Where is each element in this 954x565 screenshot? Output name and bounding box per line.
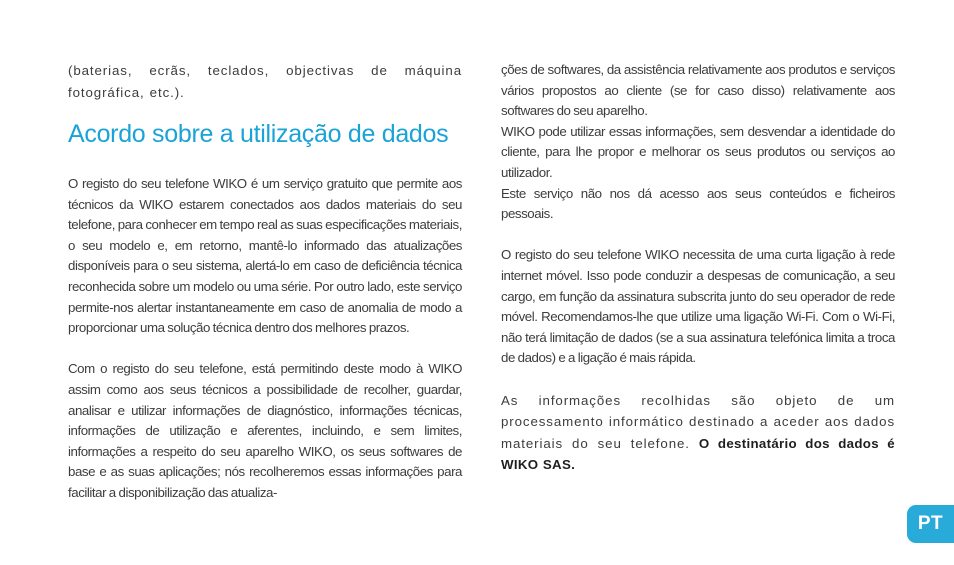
paragraph-gap xyxy=(501,225,895,246)
right-column xyxy=(501,60,895,476)
paragraph-processing xyxy=(501,390,895,476)
paragraph-identity: WIKO pode utilizar essas informações, sem desvendar a identidade do cliente, para lhe propor e melhorar os seus produtos ou serviços ao utilizador. xyxy=(501,123,895,180)
processing-text: As informações recolhidas são objeto de um processamento informático destinado a aceder aos dados materiais do seu telefone. xyxy=(501,392,895,451)
paragraph-gap xyxy=(501,369,895,390)
paragraph-software-updates: ções de softwares, da assistência relativamente aos produtos e serviços vários propostos ao cliente (se for caso disso) relativamente aos softwares do seu aparelho. xyxy=(501,62,895,119)
paragraph-consent: Com o registo do seu telefone, está permitindo deste modo à WIKO assim como aos seus técnicos a possibilidade de recolher, guardar, analisar e utilizar informações de diagnóstico, informações técnicas, informações de utilização e aferentes, incluindo, e sem limites, informações a respeito do seu aparelho WIKO, os seus softwares de base e as suas aplicações; nós recolheremos essas informações para facilitar a disponibilização das atualiza- xyxy=(68,361,462,500)
paragraph-gap xyxy=(68,339,462,360)
language-label: PT xyxy=(917,513,944,534)
section-heading: Acordo sobre a utilização de dados xyxy=(68,120,449,148)
left-column xyxy=(68,60,462,504)
data-recipient-text: O destinatário dos dados é WIKO SAS. xyxy=(501,435,895,472)
paragraph-no-access: Este serviço não nos dá acesso aos seus conteúdos e ficheiros pessoais. xyxy=(501,185,895,222)
paragraph-connection: O registo do seu telefone WIKO necessita de uma curta ligação à rede internet móvel. Isso pode conduzir a despesas de comunicação, a seu cargo, em função da assinatura subscrita junto do seu operador de rede móvel. Recomendamos-lhe que utilize uma ligação Wi-Fi. Com o Wi-Fi, não terá limitação de dados (se a sua assinatura telefónica limita a troca de dados) e a ligação é mais rápida. xyxy=(501,247,895,366)
language-tab xyxy=(907,505,954,543)
paragraph-registration: O registo do seu telefone WIKO é um serviço gratuito que permite aos técnicos da WIKO estarem conectados aos dados materiais do seu telefone, para conhecer em tempo real as suas especificações materiais, o seu modelo e, em retorno, mantê-lo informado das atualizações disponíveis para o seu sistema, alertá-lo em caso de deficiência técnica reconhecida sobre um modelo ou uma série. Por outro lado, este serviço permite-nos alertar instantaneamente em caso de anomalia de modo a proporcionar uma solução técnica dentro dos melhores prazos. xyxy=(68,176,462,336)
intro-text: (baterias, ecrãs, teclados, objectivas de máquina fotográfica, etc.). xyxy=(68,63,462,100)
